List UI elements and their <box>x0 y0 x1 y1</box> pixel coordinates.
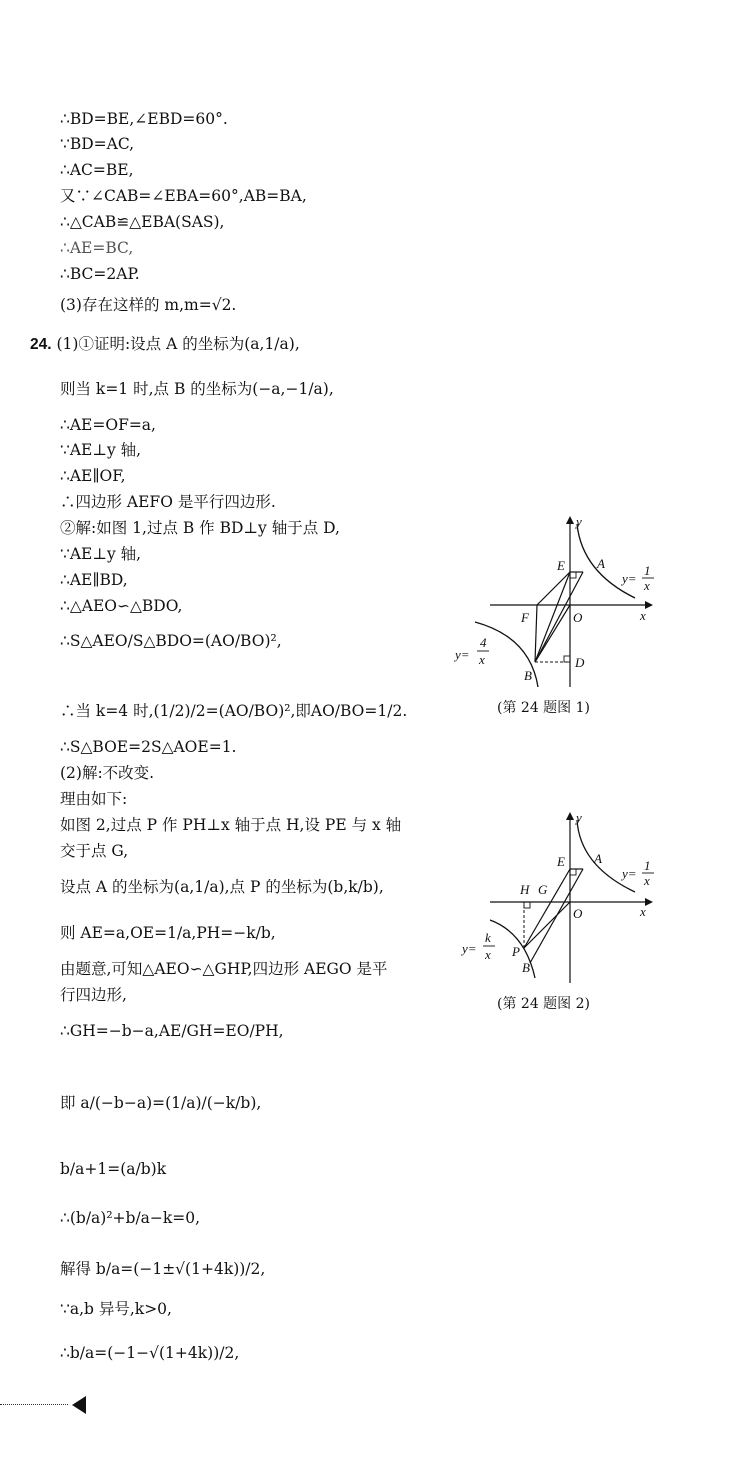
line-21-text: ∴S△BOE=2S△AOE=1. <box>60 738 237 756</box>
line-14 <box>60 491 276 513</box>
line-5 <box>60 211 224 233</box>
line-33-text: ∴(b/a)²+b/a−k=0, <box>60 1209 201 1227</box>
line-9-text: (1)①证明:设点 A 的坐标为(a,1/a), <box>56 335 300 353</box>
fig1-label-y: y <box>576 514 582 529</box>
fig2-label-x: x <box>640 904 646 919</box>
fig1-label-E: E <box>557 558 565 573</box>
fig2-label-y: y <box>576 810 582 825</box>
line-7 <box>60 263 140 285</box>
line-23-text: 理由如下: <box>60 790 128 808</box>
line-4 <box>60 185 307 207</box>
fig2-curve2-pre: y= <box>462 941 477 956</box>
line-24 <box>60 814 401 836</box>
fig2-label-E: E <box>557 854 565 869</box>
line-15 <box>60 517 340 539</box>
question-24 <box>30 333 300 356</box>
line-26 <box>60 876 384 898</box>
line-2-text: ∵BD=AC, <box>60 135 135 153</box>
line-1-text: ∴BD=BE,∠EBD=60°. <box>60 110 228 128</box>
line-1 <box>60 108 228 130</box>
line-20-text: ∴当 k=4 时,(1/2)/2=(AO/BO)²,即AO/BO=1/2. <box>60 702 408 720</box>
line-22 <box>60 762 154 784</box>
line-20 <box>60 700 407 722</box>
fig1-right-angle-E <box>570 572 576 578</box>
line-27-text: 则 AE=a,OE=1/a,PH=−k/b, <box>60 924 276 942</box>
line-28 <box>60 958 388 980</box>
line-16 <box>60 543 141 565</box>
line-12-text: ∵AE⊥y 轴, <box>60 441 142 459</box>
fig1-seg-EF <box>537 572 570 605</box>
figure-1-caption: (第 24 题图 1) <box>497 700 590 716</box>
line-5-text: ∴△CAB≌△EBA(SAS), <box>60 213 225 231</box>
fig2-curve-1x <box>577 820 635 892</box>
fig2-label-A: A <box>594 851 602 866</box>
fig1-curve-1x <box>577 524 635 598</box>
line-32 <box>60 1158 166 1180</box>
fig2-label-G: G <box>538 882 548 897</box>
line-35 <box>60 1298 172 1320</box>
line-36 <box>60 1342 239 1364</box>
line-19 <box>60 630 282 652</box>
fig1-label-D: D <box>575 655 585 670</box>
fig1-y-arrow <box>566 516 574 524</box>
line-29 <box>60 984 127 1006</box>
figure-1 <box>450 512 670 692</box>
line-10 <box>60 378 334 400</box>
line-16-text: ∵AE⊥y 轴, <box>60 545 142 563</box>
line-10-text: 则当 k=1 时,点 B 的坐标为(−a,−1/a), <box>60 380 334 398</box>
line-27 <box>60 922 276 944</box>
line-23 <box>60 788 127 810</box>
page-back-triangle-icon <box>72 1396 86 1414</box>
line-36-text: ∴b/a=(−1−√(1+4k))/2, <box>60 1344 240 1362</box>
line-34-text: 解得 b/a=(−1±√(1+4k))/2, <box>60 1260 266 1278</box>
line-6 <box>60 237 133 259</box>
line-6-text: ∴AE=BC, <box>60 239 134 257</box>
fig1-label-F: F <box>521 610 529 625</box>
line-28-text: 由题意,可知△AEO∽△GHP,四边形 AEGO 是平 <box>60 960 388 978</box>
line-19-text: ∴S△AEO/S△BDO=(AO/BO)², <box>60 632 282 650</box>
fig2-right-angle-E <box>570 869 576 875</box>
line-14-text: ∴四边形 AEFO 是平行四边形. <box>60 493 276 511</box>
fig1-curve2-pre: y= <box>455 647 470 662</box>
line-7-text: ∴BC=2AP. <box>60 265 140 283</box>
line-30 <box>60 1020 284 1042</box>
fig1-label-B: B <box>524 668 532 683</box>
line-4-text: 又∵∠CAB=∠EBA=60°,AB=BA, <box>60 187 307 205</box>
fig2-label-P: P <box>512 944 520 959</box>
figure-2 <box>450 808 670 988</box>
fig1-label-A: A <box>597 556 605 571</box>
line-35-text: ∵a,b 异号,k>0, <box>60 1300 172 1318</box>
fig1-curve2-num: 4 <box>480 635 487 650</box>
line-13-text: ∴AE∥OF, <box>60 467 126 485</box>
fig2-curve2-den: x <box>485 947 491 962</box>
line-13 <box>60 465 126 487</box>
line-3 <box>60 159 134 181</box>
line-25-text: 交于点 G, <box>60 842 129 860</box>
line-24-text: 如图 2,过点 P 作 PH⊥x 轴于点 H,设 PE 与 x 轴 <box>60 816 402 834</box>
fig1-x-arrow <box>645 601 653 609</box>
line-17 <box>60 569 128 591</box>
footer-dotted-line <box>0 1404 68 1405</box>
line-17-text: ∴AE∥BD, <box>60 571 128 589</box>
fig1-curve1-den: x <box>644 578 650 593</box>
line-25 <box>60 840 128 862</box>
fig2-label-B: B <box>522 960 530 975</box>
fig2-label-O: O <box>573 906 583 921</box>
fig1-seg-BO <box>535 605 570 662</box>
fig1-curve1-pre: y= <box>622 571 637 586</box>
line-8-text: (3)存在这样的 m,m=√2. <box>60 296 237 314</box>
figure-2-caption: (第 24 题图 2) <box>497 996 590 1012</box>
fig1-label-x: x <box>640 608 646 623</box>
line-3-text: ∴AC=BE, <box>60 161 134 179</box>
line-18 <box>60 595 182 617</box>
line-34 <box>60 1258 265 1280</box>
line-11-text: ∴AE=OF=a, <box>60 416 156 434</box>
line-33 <box>60 1207 200 1229</box>
fig2-x-arrow <box>645 898 653 906</box>
line-22-text: (2)解:不改变. <box>60 764 155 782</box>
line-12 <box>60 439 141 461</box>
line-2 <box>60 133 134 155</box>
line-15-text: ②解:如图 1,过点 B 作 BD⊥y 轴于点 D, <box>60 519 340 537</box>
question-number: 24. <box>30 336 52 353</box>
fig2-y-arrow <box>566 812 574 820</box>
line-31 <box>60 1092 261 1114</box>
fig2-curve1-den: x <box>644 873 650 888</box>
fig1-curve2-den: x <box>479 652 485 667</box>
fig1-seg-FB <box>535 605 537 662</box>
line-18-text: ∴△AEO∽△BDO, <box>60 597 183 615</box>
fig2-label-H: H <box>520 882 530 897</box>
fig2-right-angle-H <box>524 902 530 908</box>
line-30-text: ∴GH=−b−a,AE/GH=EO/PH, <box>60 1022 284 1040</box>
line-21 <box>60 736 236 758</box>
fig2-curve1-pre: y= <box>622 866 637 881</box>
line-8 <box>60 294 236 316</box>
line-29-text: 行四边形, <box>60 986 127 1004</box>
line-32-text: b/a+1=(a/b)k <box>60 1160 167 1178</box>
line-11 <box>60 414 156 436</box>
fig1-label-O: O <box>573 610 583 625</box>
line-31-text: 即 a/(−b−a)=(1/a)/(−k/b), <box>60 1094 262 1112</box>
fig1-right-angle-D <box>564 656 570 662</box>
line-26-text: 设点 A 的坐标为(a,1/a),点 P 的坐标为(b,k/b), <box>60 878 384 896</box>
fig2-curve2-num: k <box>485 930 491 945</box>
fig1-seg-EB <box>535 572 570 662</box>
fig2-curve1-num: 1 <box>644 858 651 873</box>
fig1-curve1-num: 1 <box>644 563 651 578</box>
